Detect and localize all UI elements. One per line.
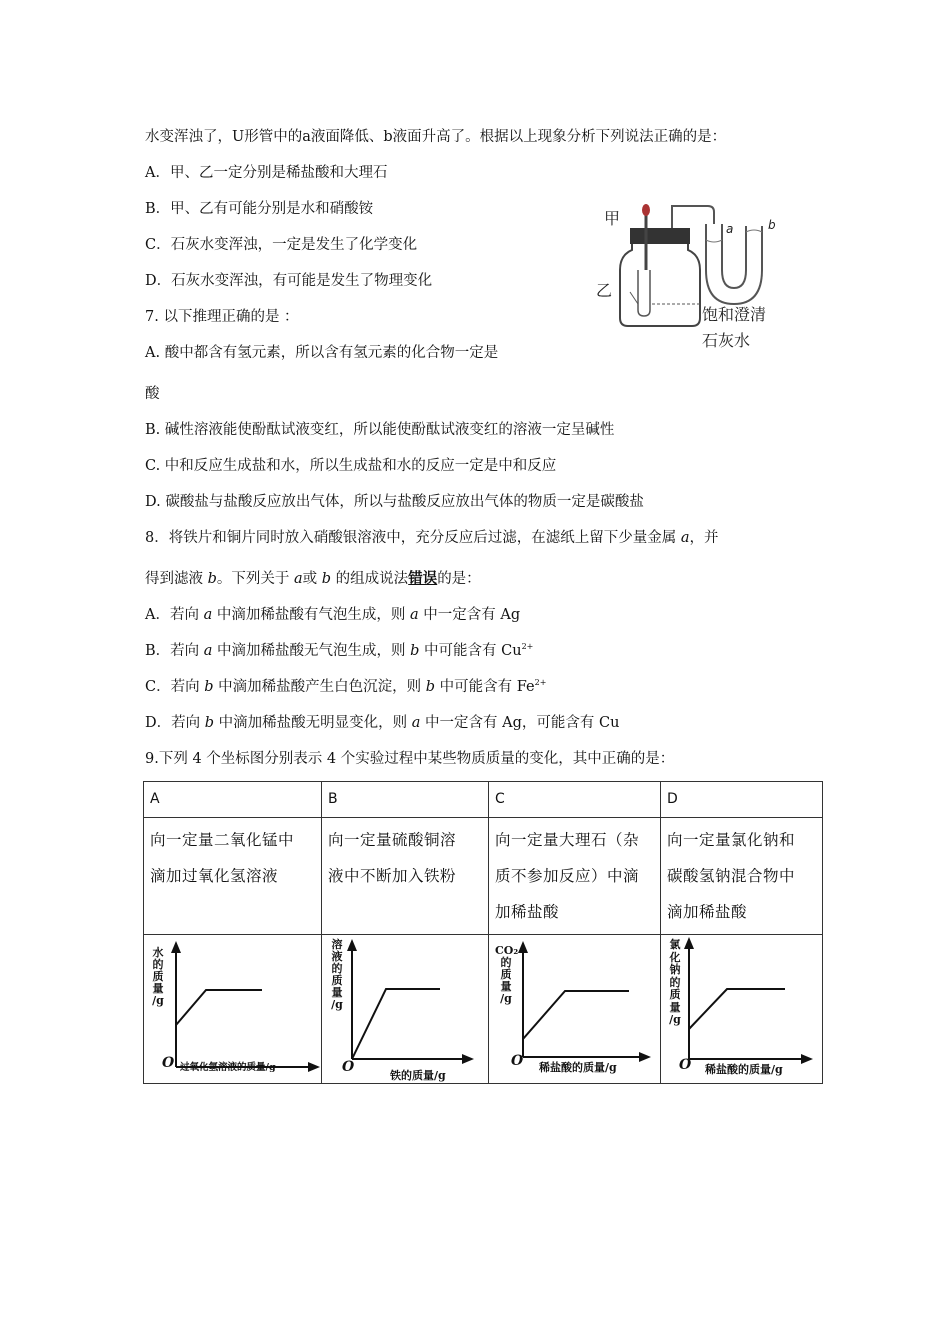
q8-stem-line2: 得到滤液 b。下列关于 a或 b 的组成说法错误的是： — [145, 570, 481, 587]
graph-d-curve — [689, 989, 785, 1029]
letter-row — [144, 782, 823, 818]
graph-b-origin: O — [342, 1059, 355, 1075]
q8-emphasis-error: 错误 — [408, 570, 438, 587]
graph-d-origin: O — [679, 1057, 692, 1073]
q8-option-c: C．若向 b 中滴加稀盐酸产生白色沉淀，则 b 中可能含有 $Fe^{2+}$ — [145, 678, 547, 695]
q6-option-b: B．甲、乙有可能分别是水和硝酸铵 — [145, 201, 374, 217]
graph-d — [661, 935, 823, 1084]
q7-option-a-line1: A. 酸中都含有氢元素，所以含有氢元素的化合物一定是 — [145, 345, 499, 361]
q9-options-table — [143, 781, 823, 1084]
q6-apparatus-figure — [590, 200, 800, 360]
graph-b — [322, 935, 489, 1084]
label-liquid-2: 石灰水 — [702, 331, 751, 350]
graph-a — [144, 935, 322, 1084]
q6-stem-tail: 水变浑浊了，U形管中的a液面降低、b液面升高了。根据以上现象分析下列说法正确的是： — [145, 129, 727, 145]
q6-option-d: D．石灰水变浑浊，有可能是发生了物理变化 — [145, 273, 433, 289]
graph-c-ylabel: CO₂ 的 质 量 /g — [495, 944, 519, 1005]
q6-option-a: A．甲、乙一定分别是稀盐酸和大理石 — [145, 165, 388, 181]
graph-b-curve — [352, 989, 440, 1059]
q7-option-d: D. 碳酸盐与盐酸反应放出气体，所以与盐酸反应放出气体的物质一定是碳酸盐 — [145, 494, 644, 510]
label-jia: 甲 — [604, 209, 621, 228]
q8-option-d: D．若向 b 中滴加稀盐酸无明显变化，则 a 中一定含有 Ag，可能含有 Cu — [145, 715, 620, 731]
q7-stem: 7. 以下推理正确的是 ： — [145, 309, 299, 325]
cell-desc-b: 向一定量硫酸铜溶 液中不断加入铁粉 — [322, 818, 489, 935]
graph-b-xlabel: 铁的质量/g — [390, 1069, 446, 1082]
cell-letter-b: B — [322, 782, 489, 818]
q6-option-c: C．石灰水变浑浊，一定是发生了化学变化 — [145, 237, 418, 253]
graph-c-curve — [523, 991, 629, 1039]
cell-letter-a: A — [144, 782, 322, 818]
graph-c-xlabel: 稀盐酸的质量/g — [539, 1061, 617, 1074]
label-liquid-1: 饱和澄清 — [702, 305, 767, 324]
graph-a-xlabel: 过氧化氢溶液的质量/g — [180, 1062, 276, 1073]
label-yi: 乙 — [596, 281, 613, 300]
cell-desc-a: 向一定量二氧化锰中 滴加过氧化氢溶液 — [144, 818, 322, 935]
cell-letter-c: C — [489, 782, 661, 818]
graph-a-origin: O — [162, 1055, 175, 1071]
q7-option-b: B. 碱性溶液能使酚酞试液变红，所以能使酚酞试液变红的溶液一定呈碱性 — [145, 422, 615, 438]
cell-desc-d: 向一定量氯化钠和 碳酸氢钠混合物中 滴加稀盐酸 — [661, 818, 823, 935]
graph-a-curve — [176, 990, 262, 1025]
label-b: b — [768, 218, 776, 232]
graph-row — [144, 935, 823, 1084]
graph-d-ylabel: 氯 化 钠 的 质 量 /g — [669, 938, 681, 1026]
stopper — [630, 228, 690, 244]
dropper-bulb — [642, 204, 650, 216]
q8-option-a: A．若向 a 中滴加稀盐酸有气泡生成，则 a 中一定含有 Ag — [145, 607, 521, 623]
cell-letter-d: D — [661, 782, 823, 818]
cell-desc-c: 向一定量大理石（杂 质不参加反应）中滴 加稀盐酸 — [489, 818, 661, 935]
graph-b-ylabel: 溶 液 的 质 量 /g — [331, 938, 343, 1011]
graph-a-ylabel: 水 的 质 量 /g — [152, 946, 164, 1007]
graph-c — [489, 935, 661, 1084]
q8-option-b: B．若向 a 中滴加稀盐酸无气泡生成，则 b 中可能含有 $Cu^{2+}$ — [145, 642, 534, 659]
q7-option-c: C. 中和反应生成盐和水，所以生成盐和水的反应一定是中和反应 — [145, 458, 557, 474]
q7-option-a-line2: 酸 — [145, 386, 160, 402]
graph-d-xlabel: 稀盐酸的质量/g — [705, 1063, 783, 1076]
label-a: a — [726, 222, 734, 236]
q9-stem: 9.下列 4 个坐标图分别表示 4 个实验过程中某些物质质量的变化，其中正确的是： — [145, 751, 675, 767]
graph-c-origin: O — [511, 1053, 524, 1069]
description-row — [144, 818, 823, 935]
q8-stem-line1: 8．将铁片和铜片同时放入硝酸银溶液中，充分反应后过滤，在滤纸上留下少量金属 a，并 — [145, 530, 719, 546]
